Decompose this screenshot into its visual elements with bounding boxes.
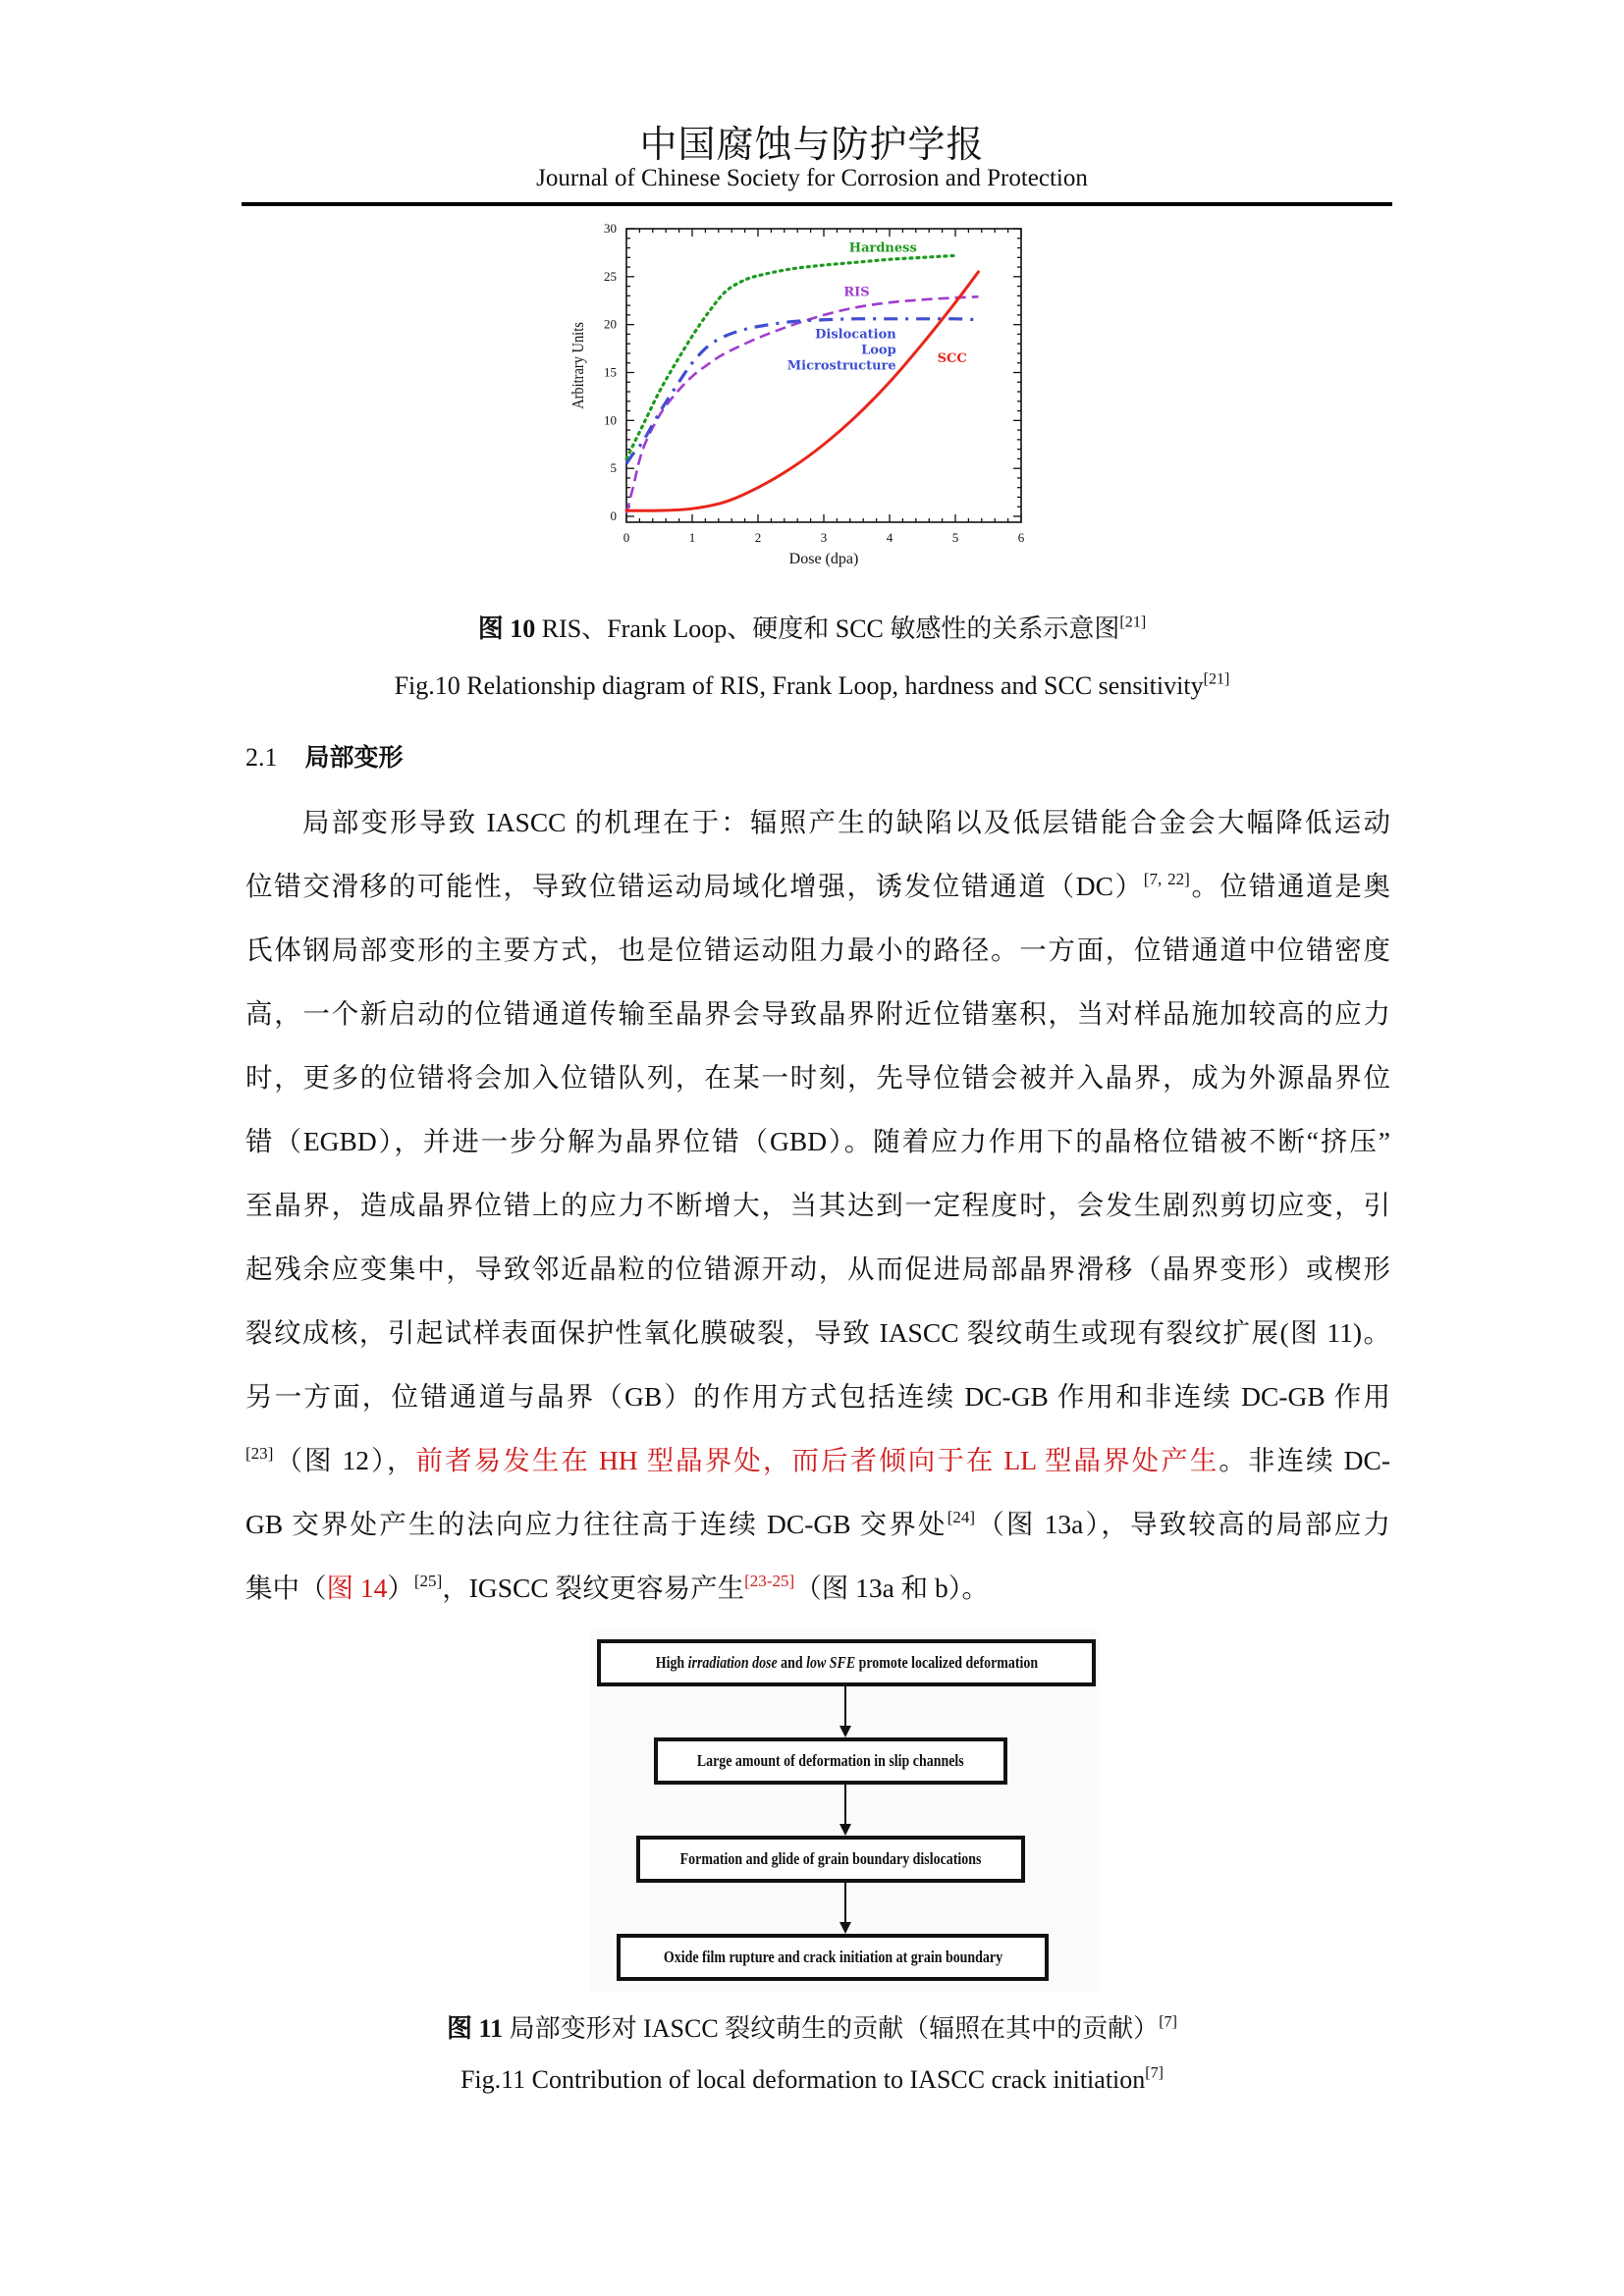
- series-label-dislocation-loop-microstructure: [787, 327, 896, 373]
- flow-arrow-down-icon: [844, 1785, 846, 1834]
- text-run: 错（EGBD），并进一步分解为晶界位错（GBD）。随着应力作用下的晶格位错被不断“挤压”: [245, 1126, 1390, 1156]
- figure-11-caption-en: [0, 2065, 1624, 2095]
- flow-step-text: promote localized deformation: [854, 1653, 1038, 1672]
- flow-step-box: [597, 1639, 1096, 1686]
- flow-step-box: [654, 1737, 1007, 1785]
- series-line-hardness: [626, 255, 955, 458]
- citation-ref[interactable]: [25]: [413, 1571, 443, 1590]
- flow-step-text: Oxide film rupture and crack initiation at grain boundary: [663, 1948, 1002, 1966]
- figure-11-caption-text: 局部变形对 IASCC 裂纹萌生的贡献（辐照在其中的贡献）: [503, 2014, 1160, 2043]
- journal-title-cn: 中国腐蚀与防护学报: [639, 125, 985, 166]
- text-run: 裂纹成核，引起试样表面保护性氧化膜破裂，导致 IASCC 裂纹萌生或现有裂纹扩展(图 11)。: [245, 1317, 1390, 1348]
- paragraph-line: [245, 1045, 1390, 1109]
- series-line-ris: [626, 296, 978, 513]
- paragraph-line: [245, 982, 1390, 1045]
- text-run: ）: [387, 1573, 414, 1603]
- paragraph-line: [245, 1301, 1390, 1364]
- plot-frame: [626, 229, 1021, 522]
- flow-step-text: High: [655, 1653, 688, 1672]
- section-heading: [245, 738, 404, 774]
- flow-arrow-down-icon: [844, 1686, 846, 1735]
- section-number: 2.1: [245, 743, 278, 772]
- section-title: 局部变形: [304, 743, 404, 772]
- figure-10-caption-text: RIS、Frank Loop、硬度和 SCC 敏感性的关系示意图: [535, 614, 1120, 643]
- x-tick-label: 2: [754, 530, 762, 545]
- x-tick-label: 4: [886, 530, 893, 545]
- y-tick-label: 0: [610, 508, 617, 523]
- chart-series: [626, 255, 978, 513]
- figure-11-ref[interactable]: [7]: [1159, 2013, 1177, 2031]
- chart-axes: [569, 221, 1025, 567]
- citation-ref[interactable]: [23]: [245, 1443, 274, 1463]
- x-tick-label: 5: [951, 530, 959, 545]
- series-label-line: Loop: [861, 343, 896, 358]
- text-run: 至晶界，造成晶界位错上的应力不断增大，当其达到一定程度时，会发生剧烈剪切应变，引: [245, 1190, 1390, 1220]
- text-run: （图 13a），导致较高的局部应力: [975, 1509, 1390, 1539]
- figure-10-caption-en: [0, 671, 1624, 701]
- text-run: 。位错通道是奥: [1189, 871, 1391, 901]
- text-run: 另一方面，位错通道与晶界（GB）的作用方式包括连续 DC-GB 作用和非连续 DC-GB 作用: [245, 1381, 1390, 1412]
- figure-10-chart: [550, 216, 1041, 589]
- paragraph-line: [245, 918, 1390, 982]
- paragraph-line: [245, 1109, 1390, 1173]
- paragraph-line: [245, 1364, 1390, 1428]
- paragraph-line: [245, 1173, 1390, 1237]
- citation-ref[interactable]: [7, 22]: [1143, 869, 1190, 888]
- series-label-line: SCC: [937, 350, 967, 366]
- x-tick-label: 1: [688, 530, 696, 545]
- x-tick-label: 0: [623, 530, 630, 545]
- y-tick-label: 15: [604, 364, 617, 380]
- figure-10-ref[interactable]: [21]: [1119, 614, 1147, 631]
- text-run: 氏体钢局部变形的主要方式，也是位错运动阻力最小的路径。一方面，位错通道中位错密度: [245, 934, 1390, 965]
- paragraph-line: [245, 1428, 1390, 1492]
- figure-10-caption-cn: [0, 609, 1624, 645]
- series-label-line: Microstructure: [786, 358, 896, 374]
- series-label-ris: [843, 285, 869, 299]
- flow-arrow-down-icon: [844, 1883, 846, 1932]
- series-label-hardness: [849, 240, 917, 255]
- text-run: ，IGSCC 裂纹更容易产生: [442, 1573, 745, 1603]
- paragraph-line: [245, 1556, 1390, 1620]
- series-label-scc: [938, 351, 967, 366]
- flow-step-emphasis: irradiation dose: [687, 1653, 778, 1672]
- text-run: 集中（: [245, 1573, 327, 1603]
- figure-10-en-ref[interactable]: [21]: [1203, 670, 1230, 688]
- y-tick-label: 25: [604, 268, 617, 284]
- y-tick-label: 5: [610, 460, 617, 476]
- text-run: 高，一个新启动的位错通道传输至晶界会导致晶界附近位错塞积，当对样品施加较高的应力: [245, 998, 1390, 1029]
- flow-step-text: and: [777, 1653, 806, 1672]
- flow-step-text: Formation and glide of grain boundary dislocations: [679, 1849, 982, 1868]
- paragraph-line: [245, 1237, 1390, 1301]
- y-tick-label: 30: [604, 221, 617, 236]
- figure-10-caption-en-text: Fig.10 Relationship diagram of RIS, Frank Loop, hardness and SCC sensitivity: [394, 671, 1204, 700]
- text-run: 时，更多的位错将会加入位错队列，在某一时刻，先导位错会被并入晶界，成为外源晶界位: [245, 1062, 1390, 1093]
- journal-title-en: Journal of Chinese Society for Corrosion and Protection: [536, 165, 1088, 191]
- flow-step-emphasis: low SFE: [805, 1653, 855, 1672]
- header-divider: [242, 202, 1392, 206]
- series-label-line: Dislocation: [815, 327, 896, 343]
- flow-step-text: Large amount of deformation in slip channels: [697, 1751, 964, 1770]
- highlighted-text: 前者易发生在 HH 型晶界处，而后者倾向于在 LL 型晶界处产生: [415, 1445, 1219, 1475]
- flow-step-label: [655, 1653, 1037, 1673]
- text-run: 起残余应变集中，导致邻近晶粒的位错源开动，从而促进局部晶界滑移（晶界变形）或楔形: [245, 1254, 1390, 1284]
- series-label-line: Hardness: [848, 240, 917, 256]
- citation-ref[interactable]: [24]: [947, 1507, 976, 1526]
- text-run: 。非连续 DC-: [1218, 1445, 1391, 1475]
- x-axis-label: Dose (dpa): [788, 551, 859, 567]
- citation-ref[interactable]: [23-25]: [744, 1571, 795, 1590]
- text-run: （图 12），: [273, 1445, 416, 1475]
- figure-11-caption-en-text: Fig.11 Contribution of local deformation to IASCC crack initiation: [460, 2065, 1146, 2094]
- paragraph-line: [245, 854, 1390, 918]
- y-tick-label: 20: [604, 316, 617, 332]
- text-run: GB 交界处产生的法向应力往往高于连续 DC-GB 交界处: [245, 1509, 947, 1539]
- y-axis-label: Arbitrary Units: [568, 322, 588, 409]
- highlighted-text: 图 14: [326, 1573, 388, 1603]
- x-tick-label: 3: [820, 530, 828, 545]
- flow-step-box: [617, 1934, 1049, 1981]
- flow-step-label: [680, 1849, 982, 1869]
- text-run: 位错交滑移的可能性，导致位错运动局域化增强，诱发位错通道（DC）: [245, 871, 1144, 901]
- paragraph-line: [245, 790, 1390, 854]
- text-run: （图 13a 和 b）。: [794, 1573, 990, 1603]
- figure-11-flowchart: [589, 1629, 1100, 1993]
- x-tick-label: 6: [1017, 530, 1025, 545]
- figure-11-label: 图 11: [447, 2014, 504, 2043]
- figure-10-label: 图 10: [477, 614, 536, 643]
- y-tick-label: 10: [604, 412, 617, 428]
- text-run: 局部变形导致 IASCC 的机理在于：辐照产生的缺陷以及低层错能合金会大幅降低运动: [302, 807, 1390, 837]
- figure-11-en-ref[interactable]: [7]: [1145, 2064, 1164, 2082]
- paragraph-line: [245, 1492, 1390, 1556]
- flow-step-label: [663, 1948, 1001, 1967]
- figure-11-caption-cn: [0, 2008, 1624, 2045]
- series-label-line: RIS: [843, 285, 870, 300]
- flow-step-box: [636, 1836, 1025, 1883]
- body-paragraph: [245, 790, 1390, 1620]
- flow-step-label: [697, 1751, 964, 1771]
